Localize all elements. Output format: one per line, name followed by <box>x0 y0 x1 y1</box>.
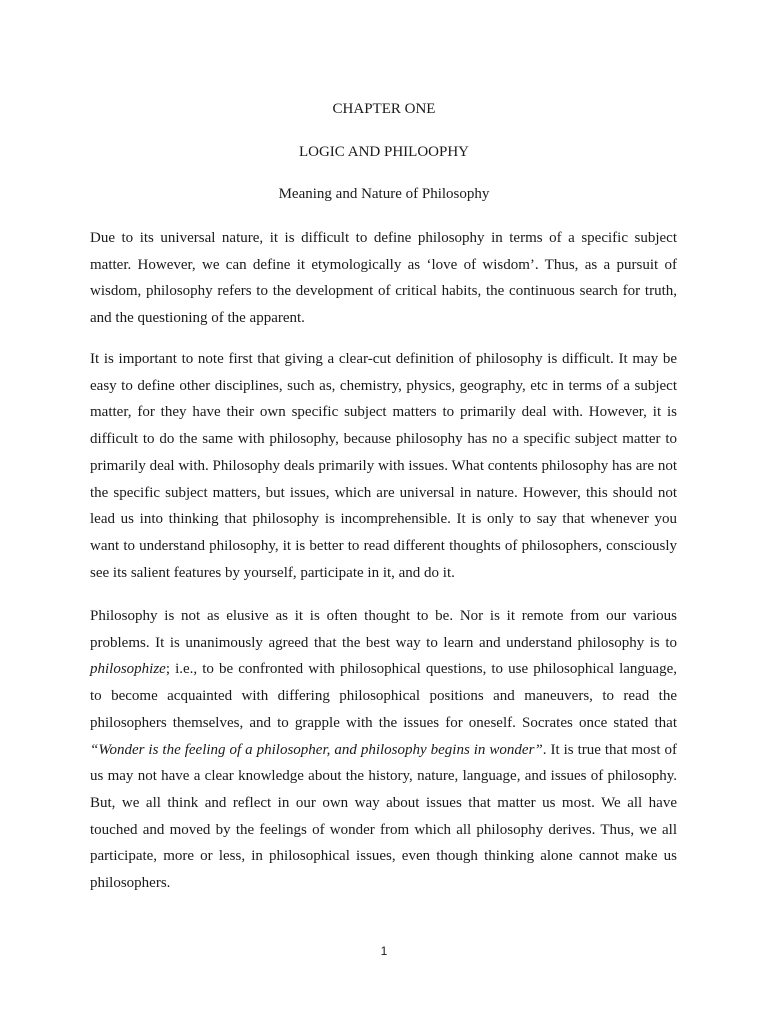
chapter-title: LOGIC AND PHILOOPHY <box>298 144 469 160</box>
philosophize-emphasis: philosophize <box>90 661 166 678</box>
chapter-label: CHAPTER ONE <box>332 101 436 117</box>
paragraph-3-text-part-2: ; i.e., to be confronted with philosophical questions, to use philosophical language, to become acquainted with differing philosophical positions and maneuvers, to read the philosophers themselves, and to grapple with the issues for oneself. Socrates once stated that <box>90 661 677 731</box>
paragraph-3-text-part-3: . It is true that most of us may not have a clear knowledge about the history, nature, language, and issues of philosophy. But, we all think and reflect in our own way about issues that matter us most. We all have touched and moved by the feelings of wonder from which all philosophy derives. Thus, we all participate, more or less, in philosophical issues, even though thinking alone cannot make us philosophers. <box>90 741 677 892</box>
paragraph-1: Due to its universal nature, it is difficult to define philosophy in terms of a specific subject matter. However, we can define it etymologically as ‘love of wisdom’. Thus, as a pursuit of wisdom, philosophy refers to the development of critical habits, the continuous search for truth, and the questioning of the apparent. <box>90 230 677 327</box>
section-title: Meaning and Nature of Philosophy <box>278 186 490 202</box>
paragraph-2: It is important to note first that giving a clear-cut definition of philosophy is difficult. It may be easy to define other disciplines, such as, chemistry, physics, geography, etc in terms of a subject matter, for they have their own specific subject matters to primarily deal with. However, it is difficult to do the same with philosophy, because philosophy has no a specific subject matter to primarily deal with. Philosophy deals primarily with issues. What contents philosophy has are not the specific subject matters, but issues, which are universal in nature. However, this should not lead us into thinking that philosophy is incomprehensible. It is only to say that whenever you want to understand philosophy, it is better to read different thoughts of philosophers, consciously see its salient features by yourself, participate in it, and do it. <box>90 351 677 581</box>
socrates-quote: “Wonder is the feeling of a philosopher, and philosophy begins in wonder” <box>90 741 543 758</box>
paragraph-3 <box>90 603 677 897</box>
paragraph-3-text-part-1: Philosophy is not as elusive as it is often thought to be. Nor is it remote from our various problems. It is unanimously agreed that the best way to learn and understand philosophy is to <box>90 608 677 651</box>
page-number: 1 <box>380 944 388 958</box>
